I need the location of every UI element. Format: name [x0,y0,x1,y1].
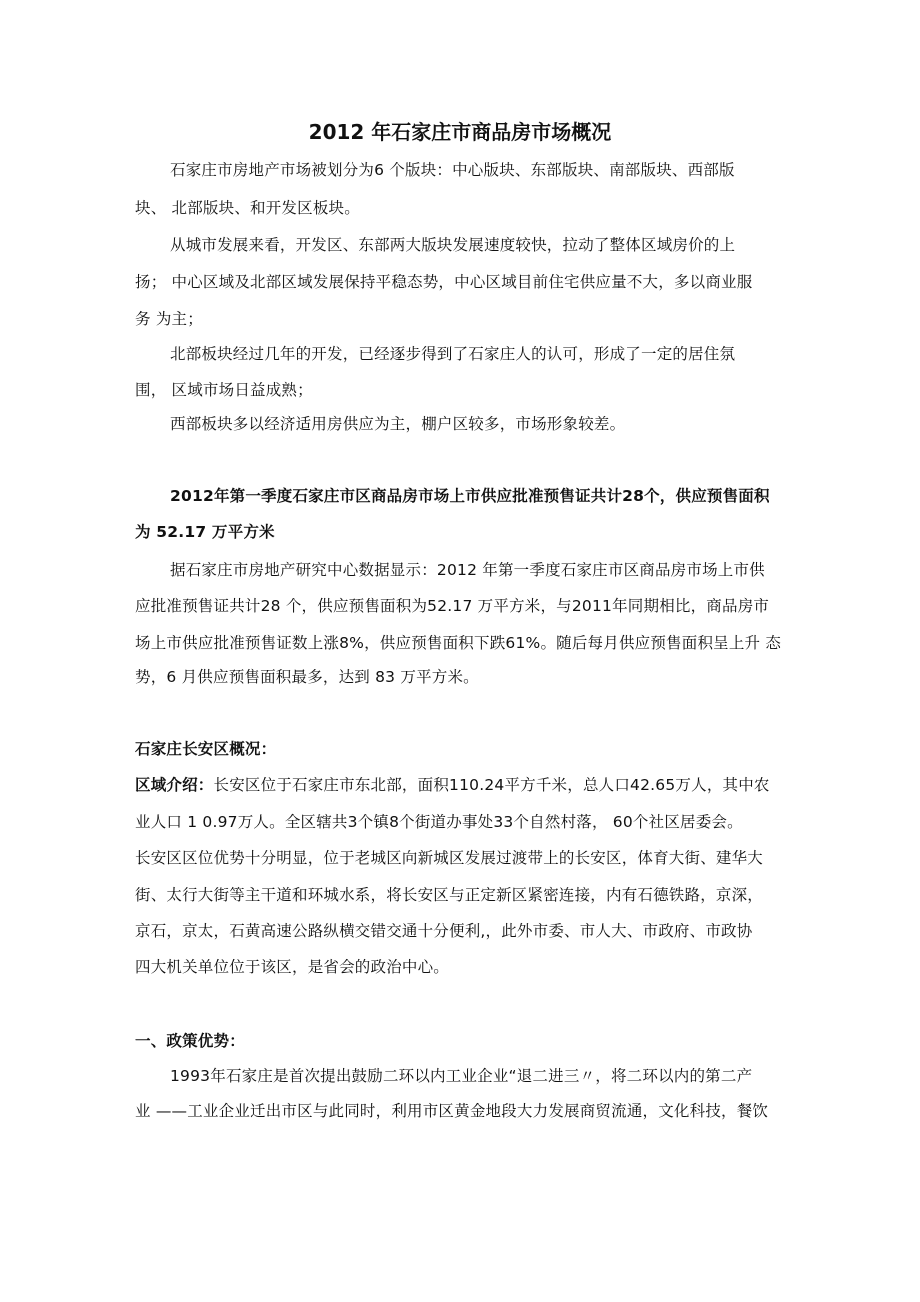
paragraph-line: 业人口 1 0.97万人。全区辖共3个镇8个街道办事处33个自然村落， 60个社区居委会。 [135,813,743,831]
section-heading: 一、政策优势： [135,1032,245,1050]
paragraph-line: 长安区区位优势十分明显，位于老城区向新城区发展过渡带上的长安区，体育大街、建华大 [135,849,764,867]
paragraph-line: 据石家庄市房地产研究中心数据显示：2012 年第一季度石家庄市区商品房市场上市供 [170,561,765,579]
paragraph-line: 1993年石家庄是首次提出鼓励二环以内工业企业“退二进三〃，将二环以内的第二产 [170,1067,753,1085]
paragraph-line: 业 ——工业企业迁出市区与此同时，利用市区黄金地段大力发展商贸流通，文化科技，餐饮 [135,1102,769,1120]
paragraph-line: 块、 北部版块、和开发区板块。 [135,199,360,217]
paragraph-line: 应批准预售证共计28 个，供应预售面积为52.17 万平方米，与2011年同期相比，商品房市 [135,597,770,615]
paragraph-line: 西部板块多以经济适用房供应为主，棚户区较多，市场形象较差。 [170,415,626,433]
paragraph-line: 扬； 中心区域及北部区域发展保持平稳态势，中心区域目前住宅供应量不大，多以商业服 [135,273,753,291]
paragraph-line: 北部板块经过几年的开发，已经逐步得到了石家庄人的认可，形成了一定的居住氛 [170,345,736,363]
paragraph-line: 四大机关单位位于该区，是省会的政治中心。 [135,958,450,976]
paragraph-line: 围， 区域市场日益成熟； [135,381,313,399]
section-heading: 为 52.17 万平方米 [135,523,275,541]
paragraph-line [135,775,770,795]
section-heading: 石家庄长安区概况： [135,740,277,758]
intro-text: 长安区位于石家庄市东北部，面积110.24平方千米，总人口42.65万人，其中农 [213,776,770,794]
paragraph-line: 势，6 月供应预售面积最多，达到 83 万平方米。 [135,668,479,686]
intro-label: 区域介绍： [135,776,214,794]
paragraph-line: 石家庄市房地产市场被划分为6 个版块：中心版块、东部版块、南部版块、西部版 [170,161,735,179]
paragraph-line: 从城市发展来看，开发区、东部两大版块发展速度较快，拉动了整体区域房价的上 [170,236,736,254]
paragraph-line: 场上市供应批准预售证数上涨8%，供应预售面积下跌61%。随后每月供应预售面积呈上升 态 [135,634,782,652]
section-heading: 2012年第一季度石家庄市区商品房市场上市供应批准预售证共计28个，供应预售面积 [170,487,770,505]
paragraph-line: 京石，京太，石黄高速公路纵横交错交通十分便利,，此外市委、市人大、市政府、市政协 [135,922,753,940]
paragraph-line: 街、太行大街等主干道和环城水系，将长安区与正定新区紧密连接，内有石德铁路，京深， [135,886,764,904]
document-title: 2012 年石家庄市商品房市场概况 [308,120,612,144]
paragraph-line: 务 为主； [135,310,203,328]
